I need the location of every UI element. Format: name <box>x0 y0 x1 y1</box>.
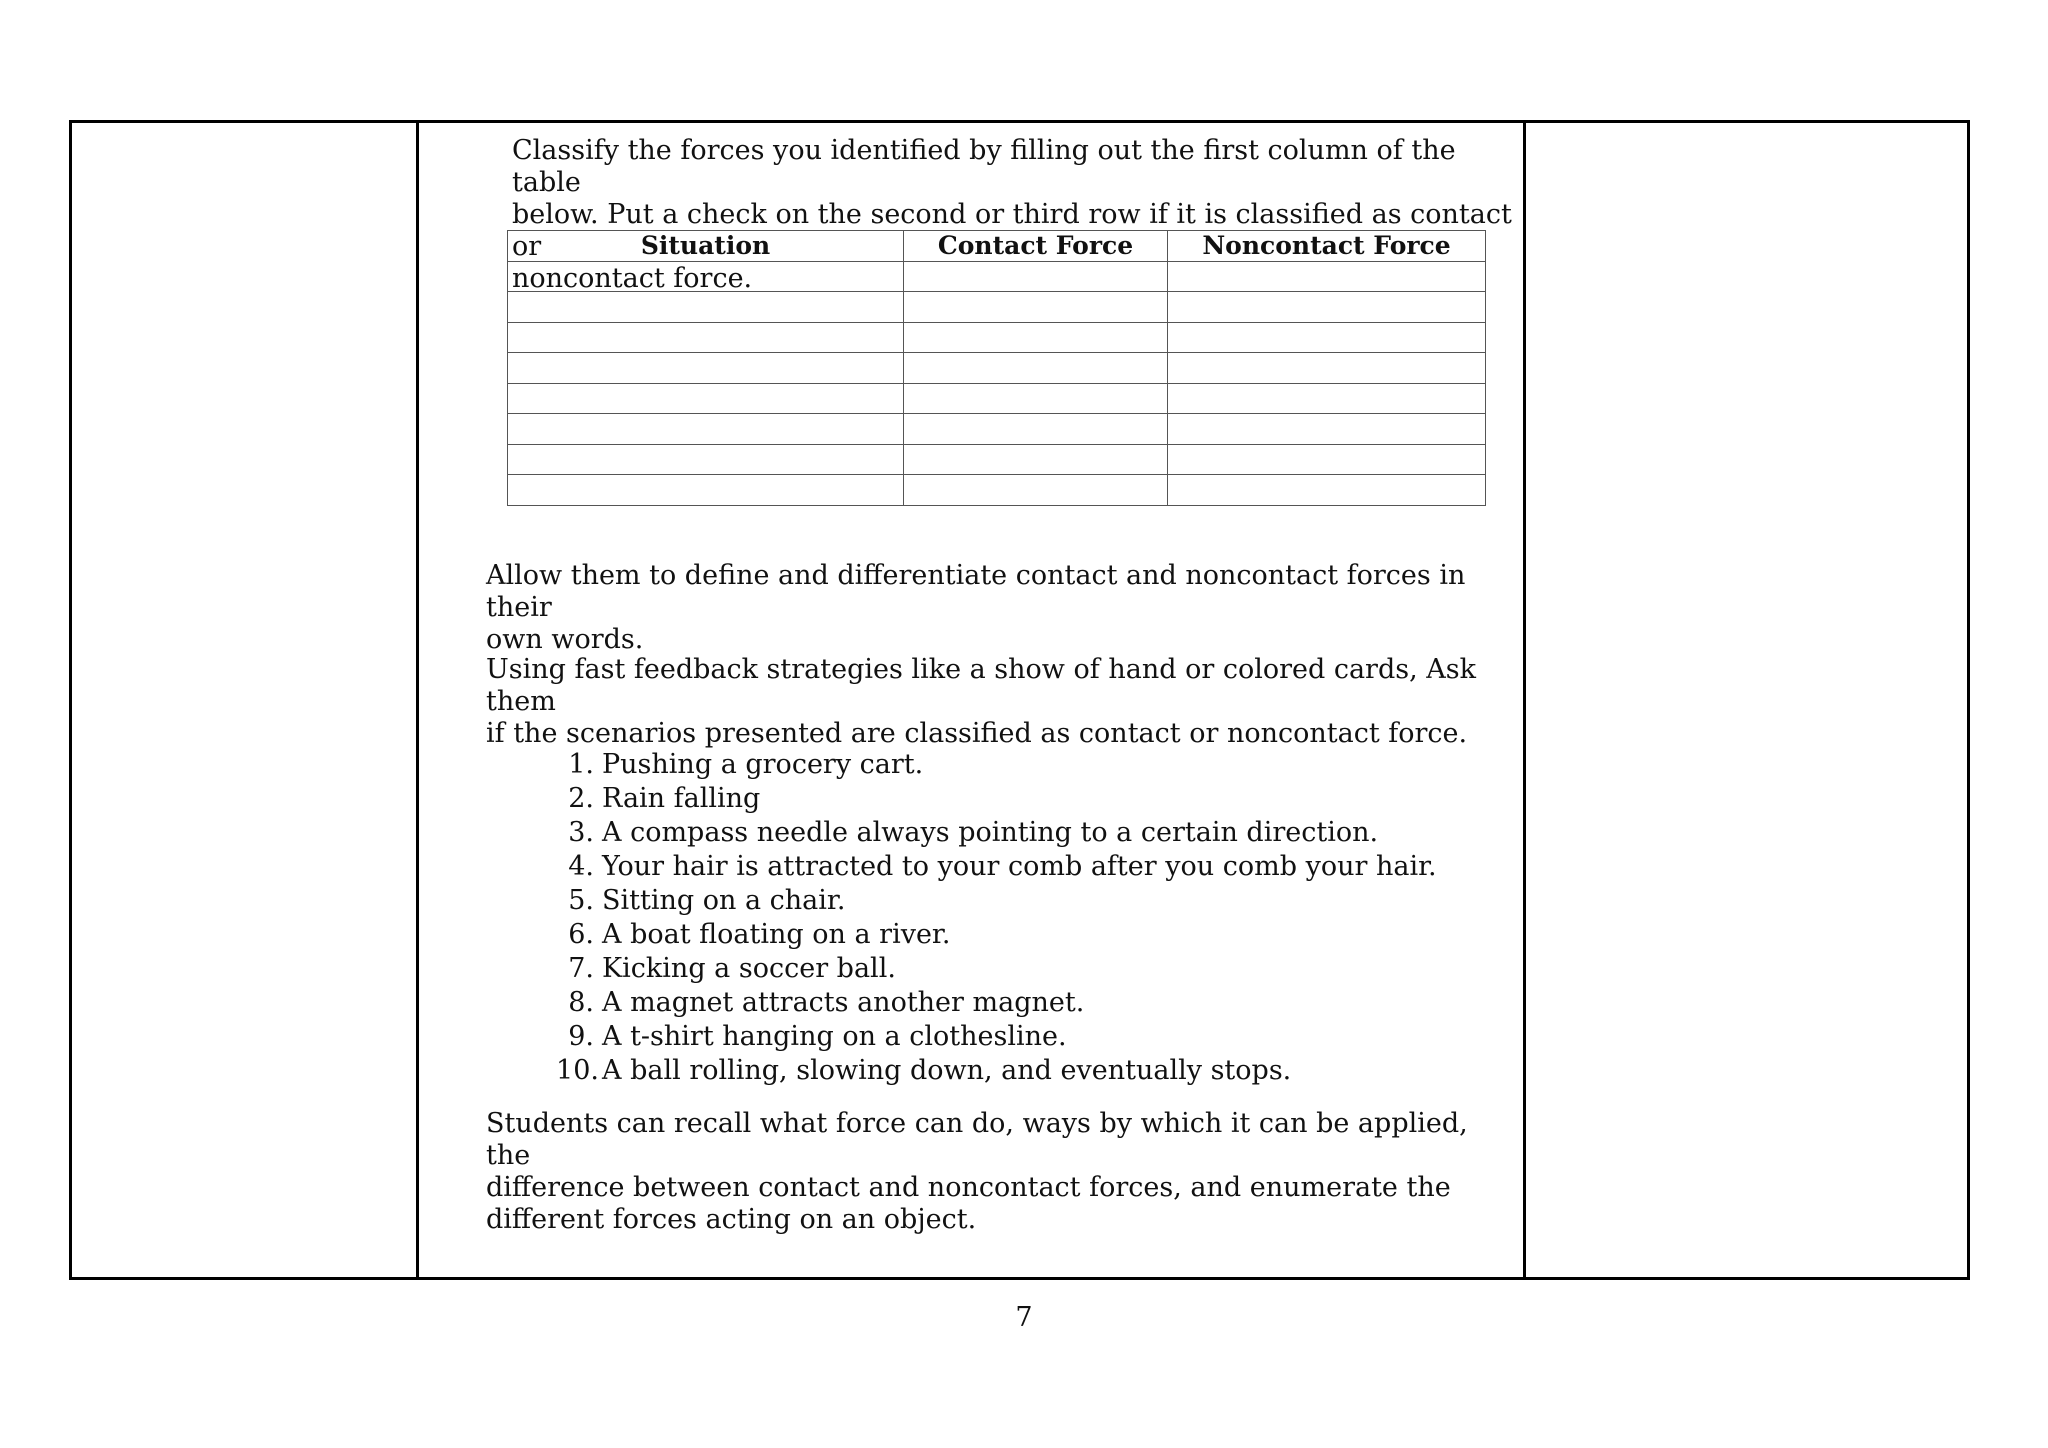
list-number: 4. <box>568 851 594 882</box>
list-text: Rain falling <box>602 783 761 814</box>
situation-cell[interactable] <box>508 444 904 475</box>
table-row <box>508 261 1486 292</box>
noncontact-force-cell[interactable] <box>1168 414 1486 445</box>
situation-cell[interactable] <box>508 292 904 323</box>
contact-force-cell[interactable] <box>904 414 1168 445</box>
list-number: 8. <box>568 987 594 1018</box>
list-text: Pushing a grocery cart. <box>602 749 924 780</box>
noncontact-force-cell[interactable] <box>1168 292 1486 323</box>
list-item <box>554 782 1454 816</box>
contact-force-cell[interactable] <box>904 353 1168 384</box>
list-item <box>554 1054 1454 1088</box>
contact-force-cell[interactable] <box>904 475 1168 506</box>
situation-cell[interactable] <box>508 353 904 384</box>
noncontact-force-cell[interactable] <box>1168 353 1486 384</box>
list-number: 3. <box>568 817 594 848</box>
scenario-list <box>554 748 1454 1088</box>
situation-cell[interactable] <box>508 383 904 414</box>
situation-cell[interactable] <box>508 261 904 292</box>
contact-force-cell[interactable] <box>904 292 1168 323</box>
paragraph-line: if the scenarios presented are classified as contact or noncontact force. <box>486 718 1468 749</box>
feedback-paragraph <box>486 654 1516 750</box>
force-classification-table <box>507 230 1486 506</box>
header-contact-force: Contact Force <box>904 231 1168 262</box>
table-row <box>508 444 1486 475</box>
contact-force-cell[interactable] <box>904 444 1168 475</box>
header-situation: Situation <box>508 231 904 262</box>
noncontact-force-cell[interactable] <box>1168 261 1486 292</box>
paragraph-line: Students can recall what force can do, ways by which it can be applied, the <box>486 1108 1477 1171</box>
list-number: 6. <box>568 919 594 950</box>
table-row <box>508 414 1486 445</box>
paragraph-line: own words. <box>486 624 644 655</box>
table-header-row <box>508 231 1486 262</box>
list-item <box>554 850 1454 884</box>
list-number: 7. <box>568 953 594 984</box>
list-number: 2. <box>568 783 594 814</box>
table-row <box>508 475 1486 506</box>
instruction-line: below. Put a check on the second or third row if it is classified as contact or <box>512 199 1521 262</box>
list-item <box>554 918 1454 952</box>
paragraph-line: Allow them to define and differentiate contact and noncontact forces in their <box>486 560 1474 623</box>
right-column-cell <box>1526 123 1967 1277</box>
paragraph-line: Using fast feedback strategies like a show of hand or colored cards, Ask them <box>486 654 1485 717</box>
list-text: Kicking a soccer ball. <box>602 953 896 984</box>
noncontact-force-cell[interactable] <box>1168 475 1486 506</box>
list-text: A t-shirt hanging on a clothesline. <box>602 1021 1067 1052</box>
page-number: 7 <box>1015 1302 1033 1333</box>
contact-force-cell[interactable] <box>904 383 1168 414</box>
table-row <box>508 292 1486 323</box>
list-text: A boat floating on a river. <box>602 919 951 950</box>
paragraph-line: different forces acting on an object. <box>486 1204 977 1235</box>
contact-force-cell[interactable] <box>904 322 1168 353</box>
list-text: A compass needle always pointing to a certain direction. <box>602 817 1379 848</box>
table-row <box>508 322 1486 353</box>
instruction-line: Classify the forces you identified by filling out the first column of the table <box>512 135 1465 198</box>
list-text: Your hair is attracted to your comb after you comb your hair. <box>602 851 1437 882</box>
list-number: 5. <box>568 885 594 916</box>
middle-column-cell <box>419 123 1526 1277</box>
table-row <box>508 353 1486 384</box>
list-number: 1. <box>568 749 594 780</box>
list-text: A ball rolling, slowing down, and eventually stops. <box>602 1055 1292 1086</box>
instruction-line: noncontact force. <box>512 263 753 294</box>
table-body <box>508 261 1486 505</box>
list-item <box>554 986 1454 1020</box>
paragraph-line: difference between contact and noncontact forces, and enumerate the <box>486 1172 1451 1203</box>
list-text: A magnet attracts another magnet. <box>602 987 1085 1018</box>
recall-paragraph <box>486 1108 1506 1236</box>
contact-force-cell[interactable] <box>904 261 1168 292</box>
list-text: Sitting on a chair. <box>602 885 846 916</box>
noncontact-force-cell[interactable] <box>1168 444 1486 475</box>
list-item <box>554 816 1454 850</box>
situation-cell[interactable] <box>508 475 904 506</box>
list-number: 9. <box>568 1021 594 1052</box>
list-item <box>554 748 1454 782</box>
left-column-cell <box>72 123 419 1277</box>
list-item <box>554 1020 1454 1054</box>
situation-cell[interactable] <box>508 414 904 445</box>
table-row <box>508 383 1486 414</box>
header-noncontact-force: Noncontact Force <box>1168 231 1486 262</box>
noncontact-force-cell[interactable] <box>1168 383 1486 414</box>
situation-cell[interactable] <box>508 322 904 353</box>
lesson-plan-table <box>69 120 1970 1280</box>
list-item <box>554 952 1454 986</box>
noncontact-force-cell[interactable] <box>1168 322 1486 353</box>
define-paragraph <box>486 560 1506 656</box>
list-item <box>554 884 1454 918</box>
list-number: 10. <box>556 1055 599 1086</box>
